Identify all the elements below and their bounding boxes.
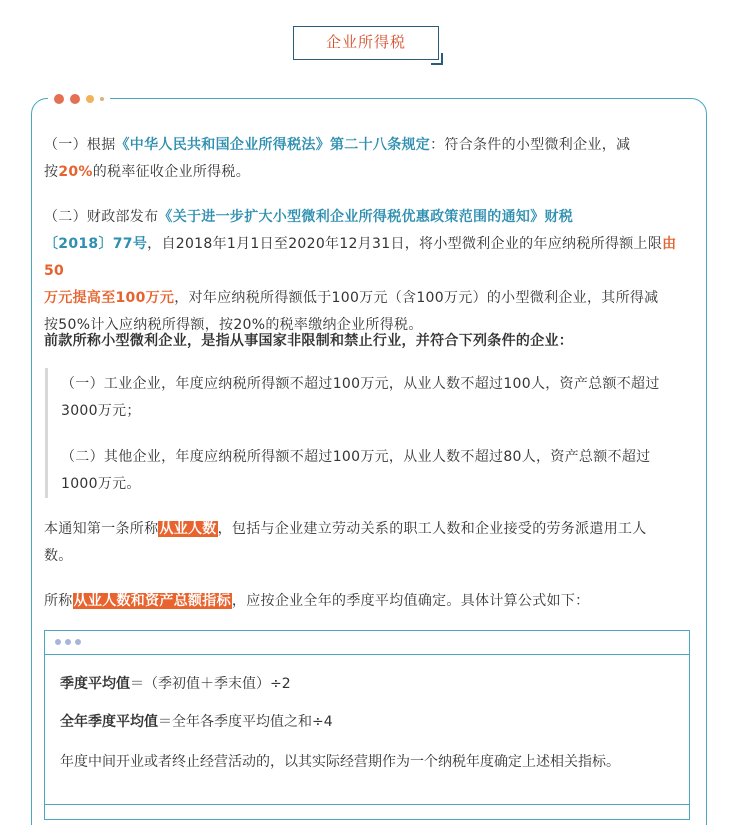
highlight-term: 从业人数和资产总额指标 — [73, 593, 231, 609]
notice-number: 〔2018〕77号 — [44, 236, 148, 252]
highlight-term: 从业人数 — [159, 521, 217, 537]
law-reference: 《中华人民共和国企业所得税法》第二十八条规定 — [115, 137, 431, 153]
dot-icon — [54, 94, 64, 104]
text: 3000万元； — [61, 403, 141, 419]
formula-expression: ＝全年各季度平均值之和÷4 — [158, 714, 333, 730]
paragraph-5 — [44, 588, 696, 615]
formula-dots-decoration — [55, 639, 81, 645]
text: ，自2018年1月1日至2020年12月31日，将小型微利企业的年应纳税所得额上限 — [147, 236, 663, 252]
formula-box — [44, 630, 690, 820]
text: （二）财政部发布 — [44, 209, 159, 225]
card-dots-decoration — [48, 89, 110, 109]
text: ：符合条件的小型微利企业，减 — [430, 137, 631, 153]
text: 按50%计入应纳税所得额，按20%的税率缴纳企业所得税。 — [44, 317, 423, 333]
text: （二）其他企业，年度应纳税所得额不超过100万元，从业人数不超过80人，资产总额不超过 — [61, 449, 651, 465]
dot-icon — [86, 95, 94, 103]
formula-quarter-average — [60, 673, 291, 695]
formula-note: 年度中间开业或者终止经营活动的，以其实际经营期作为一个纳税年度确定上述相关指标。 — [60, 754, 620, 770]
formula-expression: ＝（季初值＋季末值）÷2 — [130, 676, 291, 692]
text: （一）工业企业，年度应纳税所得额不超过100万元，从业人数不超过100人，资产总额不超过 — [61, 376, 660, 392]
text: 按 — [44, 164, 59, 180]
text: ，包括与企业建立劳动关系的职工人数和企业接受的劳务派遣用工人 — [217, 521, 647, 537]
formula-box-footer-line — [45, 804, 689, 806]
paragraph-4 — [44, 516, 696, 570]
text: 的税率征收企业所得税。 — [92, 164, 251, 180]
text: 1000万元。 — [61, 476, 141, 492]
limit-highlight: 万元提高至100万元 — [44, 290, 175, 306]
conditions-quote — [45, 368, 697, 498]
text: （一）根据 — [44, 137, 116, 153]
notice-reference: 《关于进一步扩大小型微利企业所得税优惠政策范围的通知》财税 — [158, 209, 574, 225]
text: 本通知第一条所称 — [44, 521, 159, 537]
dot-icon — [55, 639, 61, 645]
paragraph-2 — [44, 204, 696, 339]
text: ，应按企业全年的季度平均值确定。具体计算公式如下： — [231, 593, 590, 609]
text: ，对年应纳税所得额低于100万元（含100万元）的小型微利企业，其所得减 — [174, 290, 659, 306]
dot-icon — [75, 639, 81, 645]
formula-term: 季度平均值 — [60, 676, 130, 692]
paragraph-1 — [44, 132, 696, 186]
dot-icon — [65, 639, 71, 645]
limit-highlight: 由50 — [44, 236, 677, 279]
section-title: 企业所得税 — [293, 26, 439, 60]
paragraph-3: 前款所称小型微利企业，是指从事国家非限制和禁止行业，并符合下列条件的企业： — [44, 333, 574, 349]
formula-box-header — [45, 631, 689, 655]
text: 数。 — [44, 548, 73, 564]
condition-1 — [61, 371, 697, 425]
condition-2 — [61, 444, 697, 498]
corner-decoration — [431, 53, 443, 65]
text: 所称 — [44, 593, 73, 609]
section-title-tag — [293, 26, 439, 60]
dot-icon — [70, 94, 80, 104]
formula-annual-average — [60, 711, 333, 733]
dot-icon — [100, 97, 104, 101]
formula-term: 全年季度平均值 — [60, 714, 158, 730]
rate-highlight: 20% — [58, 164, 93, 180]
